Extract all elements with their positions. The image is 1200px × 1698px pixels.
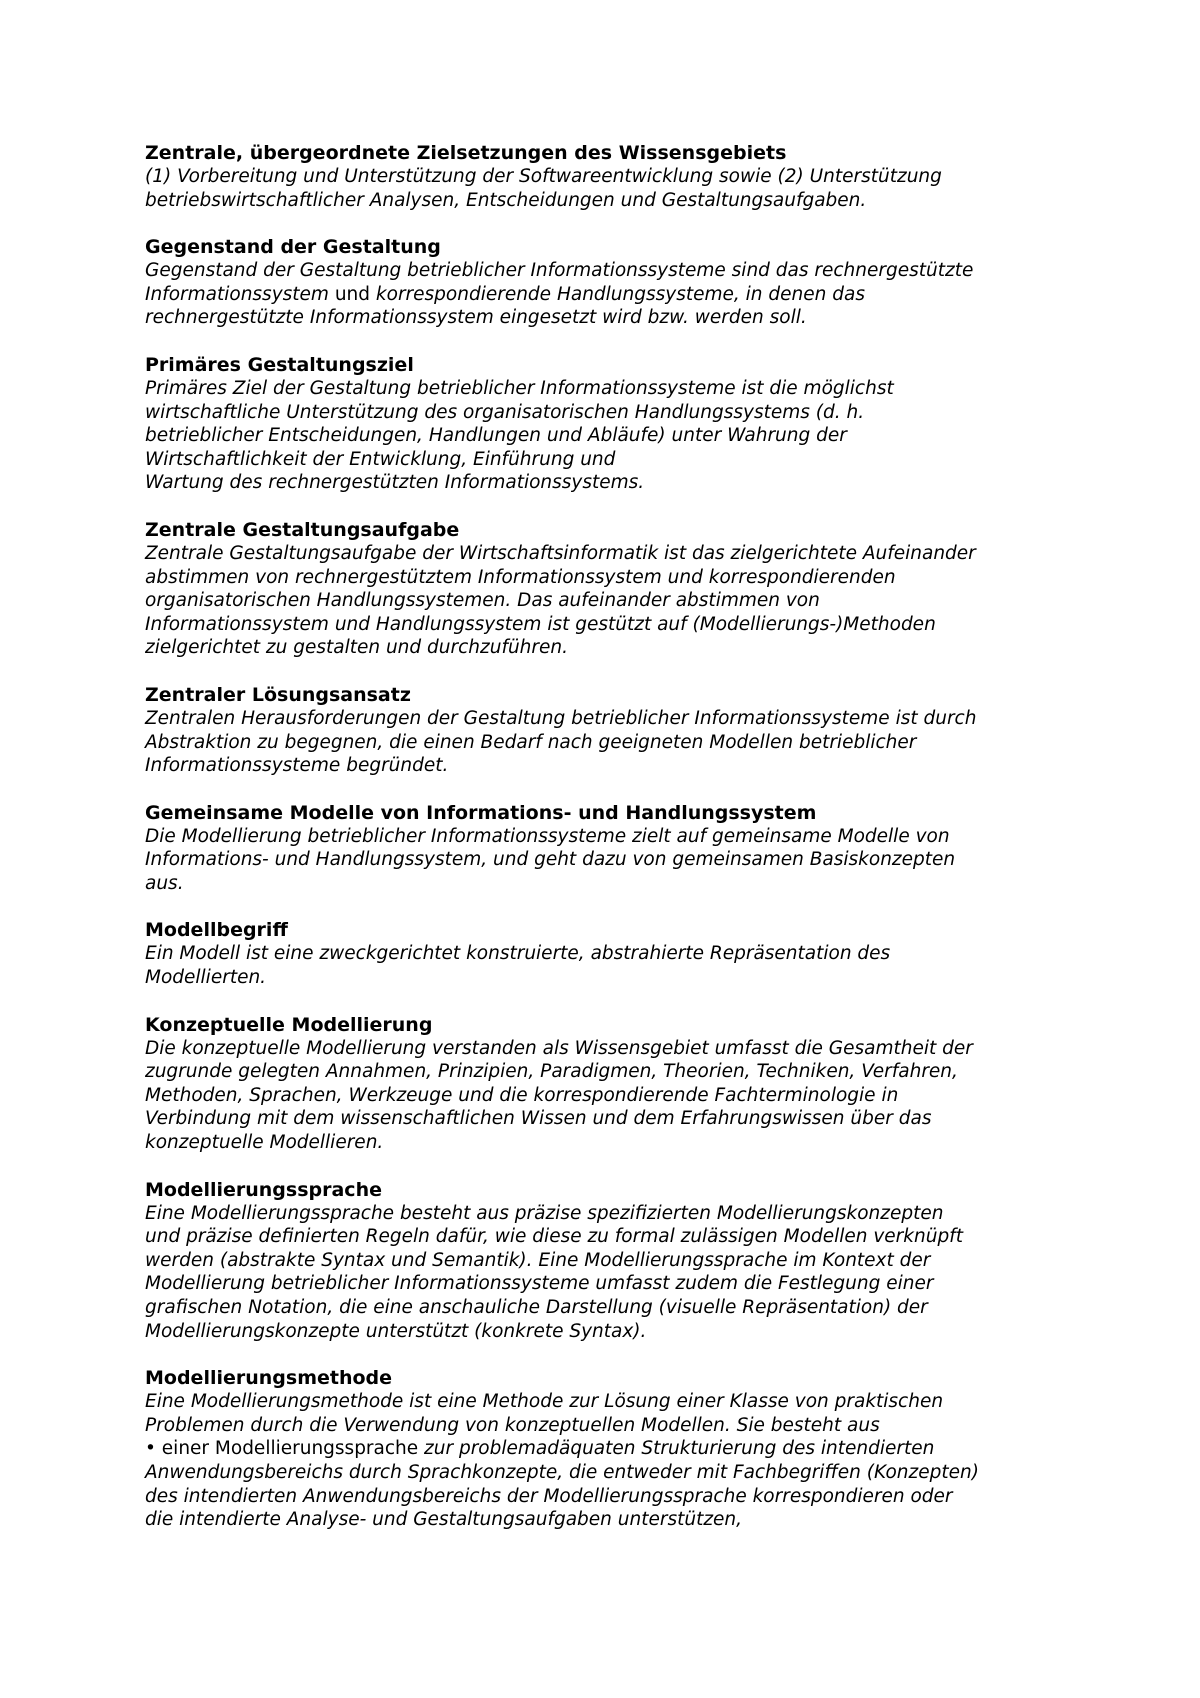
text-line: Eine Modellierungsmethode ist eine Methode zur Lösung einer Klasse von praktischen	[145, 1391, 944, 1413]
section-gegenstand	[145, 235, 1075, 330]
text-line: zugrunde gelegten Annahmen, Prinzipien, Paradigmen, Theorien, Techniken, Verfahren,	[145, 1061, 958, 1083]
text-line: rechnergestützte Informationssystem eingesetzt wird bzw. werden soll.	[145, 307, 807, 329]
text-line: betrieblicher Entscheidungen, Handlungen und Abläufe) unter Wahrung der	[145, 425, 847, 447]
text-fragment-upright: und	[328, 283, 376, 305]
section-body	[145, 707, 1075, 778]
section-gemeinsame-modelle	[145, 801, 1075, 896]
section-body	[145, 165, 1075, 212]
section-body	[145, 825, 1075, 896]
text-line: die intendierte Analyse- und Gestaltungsaufgaben unterstützen,	[145, 1509, 743, 1531]
section-heading: Primäres Gestaltungsziel	[145, 353, 414, 376]
text-line: wirtschaftliche Unterstützung des organisatorischen Handlungssystems (d. h.	[145, 401, 865, 423]
section-heading: Zentraler Lösungsansatz	[145, 683, 411, 706]
section-body	[145, 259, 1075, 330]
text-line: betriebswirtschaftlicher Analysen, Entscheidungen und Gestaltungsaufgaben.	[145, 189, 867, 211]
section-body	[145, 942, 1075, 989]
section-heading: Modellbegriff	[145, 919, 288, 942]
section-loesungsansatz	[145, 683, 1075, 778]
section-heading: Modellierungsmethode	[145, 1367, 393, 1390]
text-line: des intendierten Anwendungsbereichs der Modellierungssprache korrespondieren oder	[145, 1485, 953, 1507]
text-line: Wirtschaftlichkeit der Entwicklung, Einführung und	[145, 448, 616, 470]
text-line: Die konzeptuelle Modellierung verstanden als Wissensgebiet umfasst die Gesamtheit der	[145, 1037, 973, 1059]
text-line: Eine Modellierungssprache besteht aus präzise spezifizierten Modellierungskonzepten	[145, 1202, 944, 1224]
section-modellierungssprache	[145, 1178, 1075, 1344]
text-line: Modellierungskonzepte unterstützt (konkrete Syntax).	[145, 1320, 647, 1342]
text-line: Ein Modell ist eine zweckgerichtet konstruierte, abstrahierte Repräsentation des	[145, 943, 891, 965]
text-line: Methoden, Sprachen, Werkzeuge und die korrespondierende Fachterminologie in	[145, 1084, 899, 1106]
section-gestaltungsaufgabe	[145, 518, 1075, 660]
section-body	[145, 1037, 1075, 1155]
text-line: und präzise definierten Regeln dafür, wie diese zu formal zulässigen Modellen verknüpft	[145, 1226, 963, 1248]
bullet-line	[145, 1437, 1075, 1461]
text-line: werden (abstrakte Syntax und Semantik). Eine Modellierungssprache im Kontext der	[145, 1249, 931, 1271]
section-body	[145, 542, 1075, 660]
document-page	[145, 141, 1075, 1555]
text-line: Abstraktion zu begegnen, die einen Bedarf nach geeigneten Modellen betrieblicher	[145, 731, 917, 753]
text-line: (1) Vorbereitung und Unterstützung der Softwareentwicklung sowie (2) Unterstützung	[145, 166, 942, 187]
text-line: zielgerichtet zu gestalten und durchzuführen.	[145, 637, 568, 659]
text-line: abstimmen von rechnergestütztem Informationssystem und korrespondierenden	[145, 566, 896, 588]
text-line: Die Modellierung betrieblicher Informationssysteme zielt auf gemeinsame Modelle von	[145, 825, 950, 847]
text-line: Modellierung betrieblicher Informationssysteme umfasst zudem die Festlegung einer	[145, 1273, 934, 1295]
section-modellbegriff	[145, 918, 1075, 989]
section-zielsetzungen	[145, 141, 1075, 212]
section-body	[145, 377, 1075, 495]
section-heading: Konzeptuelle Modellierung	[145, 1013, 433, 1036]
text-line: Wartung des rechnergestützten Informationssystems.	[145, 472, 645, 494]
bullet-fragment-upright: • einer Modellierungssprache	[145, 1438, 419, 1460]
section-body	[145, 1390, 1075, 1532]
text-line: Informationssysteme begründet.	[145, 755, 449, 777]
text-line: aus.	[145, 872, 184, 894]
text-line: Verbindung mit dem wissenschaftlichen Wissen und dem Erfahrungswissen über das	[145, 1108, 932, 1130]
section-gestaltungsziel	[145, 353, 1075, 495]
text-line: Informations- und Handlungssystem, und geht dazu von gemeinsamen Basiskonzepten	[145, 849, 956, 871]
section-modellierungsmethode	[145, 1366, 1075, 1532]
text-line: Gegenstand der Gestaltung betrieblicher Informationssysteme sind das rechnergestützte	[145, 260, 974, 282]
text-line: Informationssystem und Handlungssystem ist gestützt auf (Modellierungs-)Methoden	[145, 613, 936, 635]
text-line: Zentrale Gestaltungsaufgabe der Wirtschaftsinformatik ist das zielgerichtete Aufeinander	[145, 542, 976, 564]
section-heading: Zentrale Gestaltungsaufgabe	[145, 518, 460, 541]
text-fragment: korrespondierende Handlungssysteme, in denen das	[375, 283, 865, 305]
text-line: Problemen durch die Verwendung von konzeptuellen Modellen. Sie besteht aus	[145, 1414, 880, 1436]
text-line: konzeptuelle Modellieren.	[145, 1132, 384, 1154]
section-heading: Zentrale, übergeordnete Zielsetzungen des Wissensgebiets	[145, 142, 787, 164]
text-line-mixed	[145, 283, 1075, 307]
section-heading: Modellierungssprache	[145, 1178, 382, 1201]
text-line: Anwendungsbereichs durch Sprachkonzepte, die entweder mit Fachbegriffen (Konzepten)	[145, 1461, 979, 1483]
text-line: Modellierten.	[145, 967, 267, 989]
text-fragment: Informationssystem	[145, 283, 329, 305]
section-heading: Gegenstand der Gestaltung	[145, 236, 441, 259]
text-fragment: zur problemadäquaten Strukturierung des intendierten	[418, 1438, 935, 1460]
text-line: organisatorischen Handlungssystemen. Das aufeinander abstimmen von	[145, 590, 820, 612]
section-body	[145, 1202, 1075, 1344]
section-konzeptuelle-modellierung	[145, 1013, 1075, 1155]
text-line: Primäres Ziel der Gestaltung betrieblicher Informationssysteme ist die möglichst	[145, 377, 894, 399]
section-heading: Gemeinsame Modelle von Informations- und Handlungssystem	[145, 801, 817, 824]
text-line: Zentralen Herausforderungen der Gestaltung betrieblicher Informationssysteme ist durch	[145, 707, 977, 729]
text-line: grafischen Notation, die eine anschauliche Darstellung (visuelle Repräsentation) der	[145, 1297, 928, 1318]
